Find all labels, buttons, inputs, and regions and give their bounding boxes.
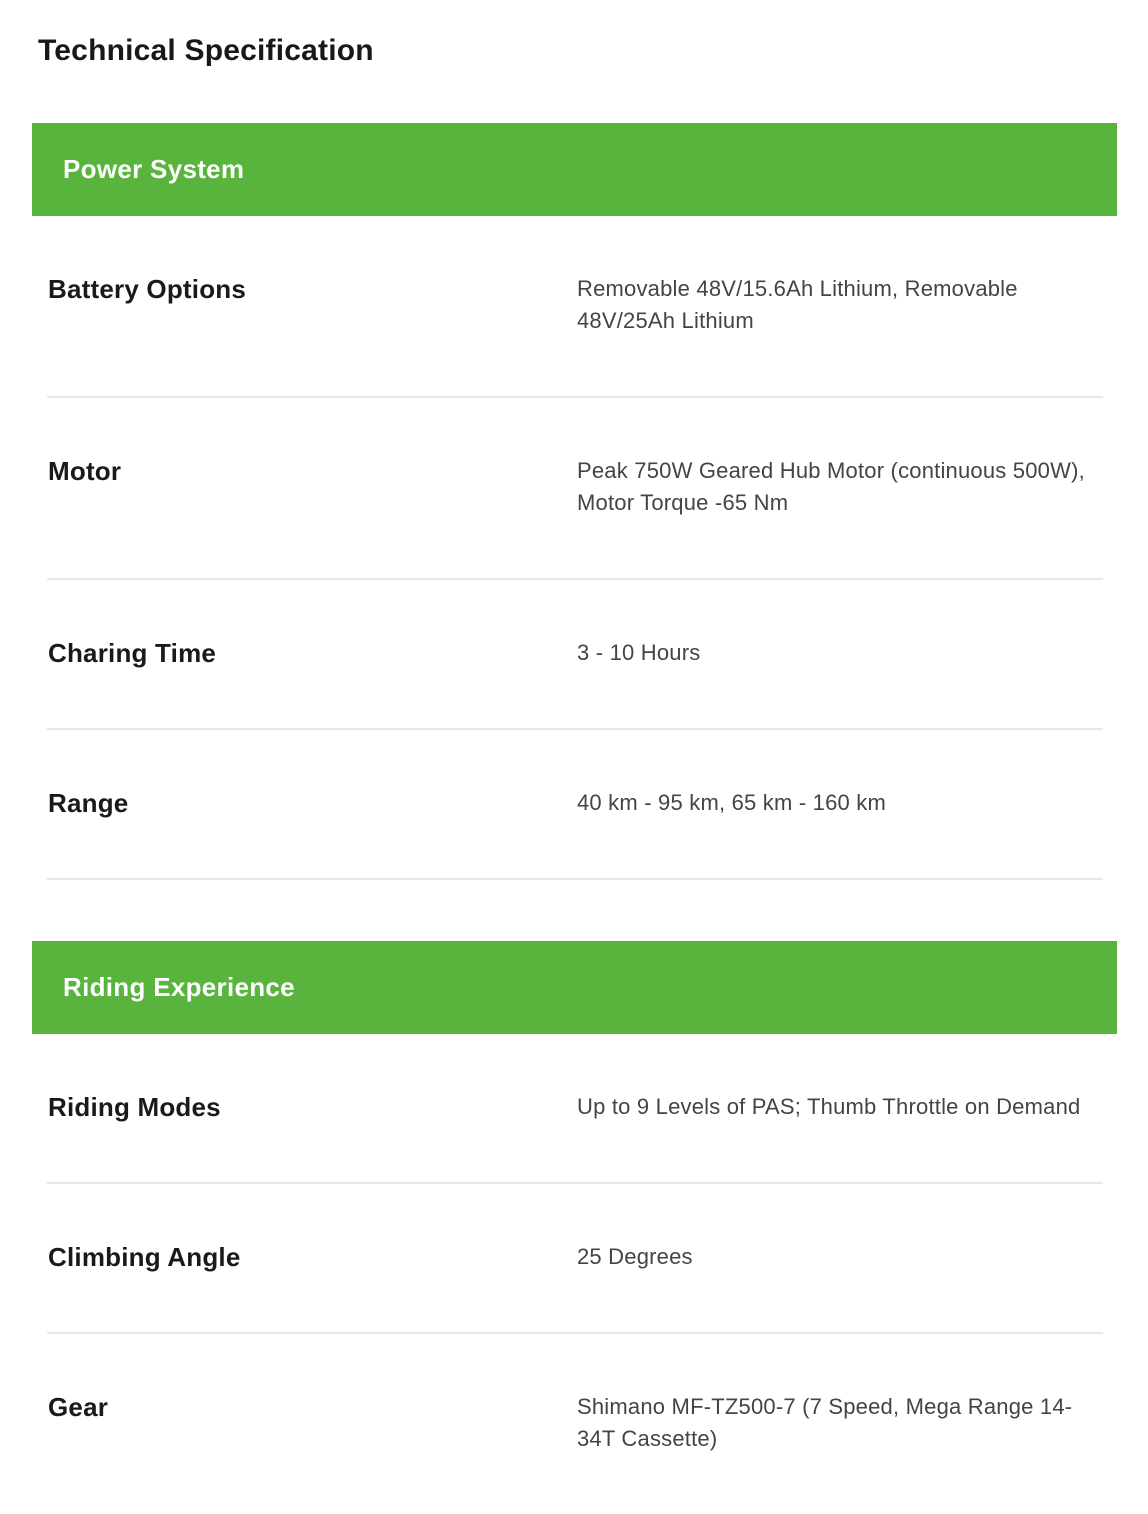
spec-row-motor	[47, 398, 1103, 580]
spec-row-gear	[47, 1334, 1103, 1514]
spec-row-climbing-angle	[47, 1184, 1103, 1334]
spec-row-range	[47, 730, 1103, 880]
spec-label: Climbing Angle	[48, 1242, 241, 1272]
spec-row-battery-options	[47, 216, 1103, 398]
spec-value: 40 km - 95 km, 65 km - 160 km	[577, 790, 886, 815]
spec-value: Shimano MF-TZ500-7 (7 Speed, Mega Range 14-34T Cassette)	[577, 1394, 1073, 1451]
section-header-riding-experience	[32, 941, 1117, 1034]
spec-label: Range	[48, 788, 129, 818]
section-power-system	[32, 123, 1117, 880]
spec-value: 25 Degrees	[577, 1244, 693, 1269]
page-title: Technical Specification	[38, 34, 374, 67]
section-title: Riding Experience	[63, 972, 295, 1002]
spec-label: Riding Modes	[48, 1092, 221, 1122]
spec-value: Peak 750W Geared Hub Motor (continuous 500W), Motor Torque -65 Nm	[577, 458, 1085, 515]
section-riding-experience	[32, 941, 1117, 1514]
section-header-power-system	[32, 123, 1117, 216]
section-title: Power System	[63, 154, 245, 184]
spec-row-charing-time	[47, 580, 1103, 730]
spec-value: Removable 48V/15.6Ah Lithium, Removable 48V/25Ah Lithium	[577, 276, 1018, 333]
spec-label: Charing Time	[48, 638, 217, 668]
spec-label: Motor	[48, 456, 122, 486]
spec-value: 3 - 10 Hours	[577, 640, 701, 665]
spec-rows	[47, 1034, 1103, 1514]
spec-label: Battery Options	[48, 274, 247, 304]
spec-rows	[47, 216, 1103, 880]
spec-label: Gear	[48, 1392, 109, 1422]
spec-value: Up to 9 Levels of PAS; Thumb Throttle on Demand	[577, 1094, 1081, 1119]
spec-row-riding-modes	[47, 1034, 1103, 1184]
